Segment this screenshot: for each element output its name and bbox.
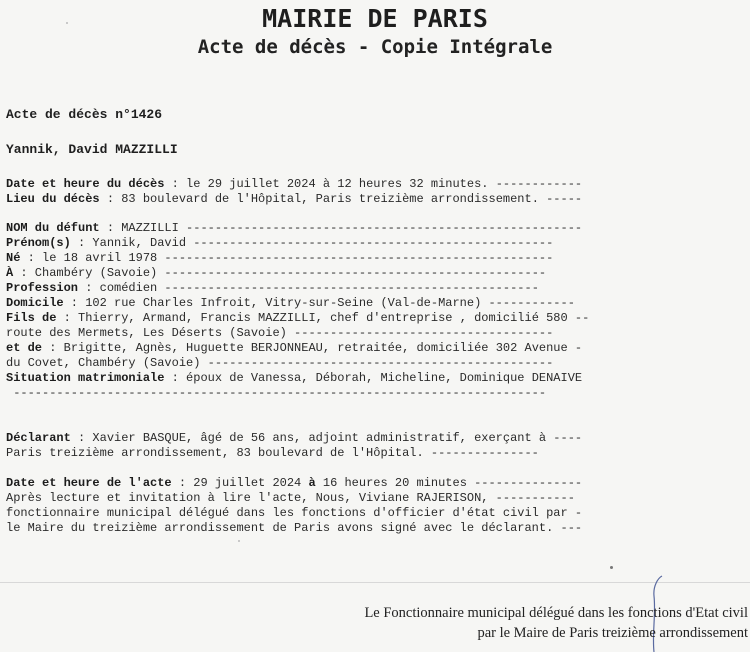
marital-dashes: -------------------------------------------------------------------------- (6, 386, 547, 400)
declarant-address-line: Paris treizième arrondissement, 83 boulevard de l'Hôpital. --------------- (6, 446, 539, 460)
father-value: : Thierry, Armand, Francis MAZZILLI, chef d'entreprise , domicilié 580 -- (56, 311, 590, 325)
birth-date-value: : le 18 avril 1978 ------------------------------------------------------ (20, 251, 554, 265)
acte-date-label: Date et heure de l'acte (6, 476, 172, 490)
nom-label: NOM du défunt (6, 221, 100, 235)
acte-date-line (6, 476, 582, 491)
father-label: Fils de (6, 311, 57, 325)
acte-date-time: 16 heures 20 minutes --------------- (315, 476, 583, 490)
death-place-value: : 83 boulevard de l'Hôpital, Paris treizième arrondissement. ----- (99, 192, 583, 206)
death-date-label: Date et heure du décès (6, 177, 165, 191)
declarant-value: : Xavier BASQUE, âgé de 56 ans, adjoint administratif, exerçant à ---- (70, 431, 583, 445)
page-subtitle: Acte de décès - Copie Intégrale (197, 36, 553, 58)
declarant-line (6, 431, 582, 446)
marital-value: : époux de Vanessa, Déborah, Micheline, Dominique DENAIVE (164, 371, 583, 385)
signature-title-line-2: par le Maire de Paris treizième arrondissement (477, 625, 748, 641)
scan-speck (610, 566, 613, 569)
profession-line (6, 281, 539, 296)
acte-date-a: à (308, 476, 316, 490)
marital-line (6, 371, 582, 386)
death-date-value: : le 29 juillet 2024 à 12 heures 32 minutes. ------------ (164, 177, 583, 191)
page-fold-divider (0, 582, 750, 583)
birth-place-value: : Chambéry (Savoie) ----------------------------------------------------- (13, 266, 547, 280)
birth-place-line (6, 266, 546, 281)
deceased-full-name: Yannik, David MAZZILLI (6, 142, 178, 157)
acte-date-value: : 29 juillet 2024 (171, 476, 309, 490)
domicile-value: : 102 rue Charles Infroit, Vitry-sur-Seine (Val-de-Marne) ------------ (63, 296, 575, 310)
birth-date-label: Né (6, 251, 21, 265)
prenom-line (6, 236, 553, 251)
scan-speck (66, 22, 68, 24)
death-place-label: Lieu du décès (6, 192, 100, 206)
marital-label: Situation matrimoniale (6, 371, 165, 385)
mother-value: : Brigitte, Agnès, Huguette BERJONNEAU, retraitée, domiciliée 302 Avenue - (42, 341, 583, 355)
signature-title-line-1: Le Fonctionnaire municipal délégué dans les fonctions d'Etat civil (364, 605, 748, 621)
father-address-line: route des Mermets, Les Déserts (Savoie) ------------------------------------ (6, 326, 554, 340)
act-number: Acte de décès n°1426 (6, 107, 163, 122)
father-line (6, 311, 589, 326)
prenom-label: Prénom(s) (6, 236, 71, 250)
mother-address-line: du Covet, Chambéry (Savoie) ------------------------------------------------ (6, 356, 554, 370)
birth-date-line (6, 251, 553, 266)
profession-label: Profession (6, 281, 79, 295)
mother-label: et de (6, 341, 43, 355)
domicile-line (6, 296, 575, 311)
acte-text-line-3: le Maire du treizième arrondissement de Paris avons signé avec le déclarant. --- (6, 521, 583, 535)
nom-line (6, 221, 582, 236)
death-date-line (6, 177, 582, 192)
profession-value: : comédien ---------------------------------------------------- (78, 281, 539, 295)
page-title: MAIRIE DE PARIS (262, 4, 488, 33)
acte-text-line-2: fonctionnaire municipal délégué dans les fonctions d'officier d'état civil par - (6, 506, 583, 520)
death-place-line (6, 192, 582, 207)
acte-text-line-1: Après lecture et invitation à lire l'acte, Nous, Viviane RAJERISON, ----------- (6, 491, 575, 505)
declarant-label: Déclarant (6, 431, 71, 445)
nom-value: : MAZZILLI ------------------------------------------------------- (99, 221, 583, 235)
mother-line (6, 341, 582, 356)
prenom-value: : Yannik, David -------------------------------------------------- (70, 236, 554, 250)
domicile-label: Domicile (6, 296, 64, 310)
scan-speck (238, 540, 240, 542)
birth-place-label: À (6, 266, 14, 280)
